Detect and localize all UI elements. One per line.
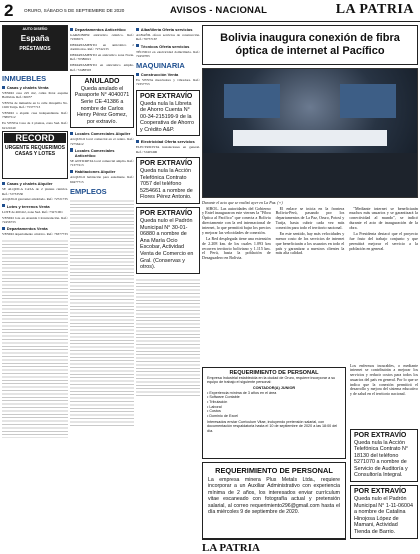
classified-item: ALQUILO habitación para estudiante. Ref.: 60477715 — [70, 175, 134, 184]
head-table-shape — [233, 130, 387, 145]
square-bullet-icon — [2, 204, 5, 207]
floor-shape — [203, 153, 417, 197]
article-paragraph: "Mediante internet se beneficiarán muchos más usuarios y se garantizará la conectividad al mundo", se indicó durante el acto de inauguración de la obra. — [349, 205, 418, 231]
classifieds-column-1 — [2, 25, 68, 509]
job-ad-req: • Laboral — [207, 404, 222, 409]
article-paragraph: El enlace se inicia en la frontera Bolivia-Perú, pasando por los departamentos de La Paz, Oruro, Potosí y Tarija, hasta cubrir cada vez más conexión para todo el territorio nacional. — [275, 205, 345, 231]
classified-item: SE ANTICRETA local comercial amplio. Ref.: 71377213 — [70, 158, 134, 168]
job-ad-body: La empresa minera Plus Metals Ltda., requiere incorporar a un Auxiliar Administrativo con experiencia mínima de 2 años, los interesados enviar currículum vitae escaneado con fotografía actual y pretensión salarial, al correo requerimiento296@gmail.com hasta el día miércoles 9 de septiembre de 2020. — [208, 476, 340, 515]
ad-line: AUTO DISEÑO — [22, 27, 48, 31]
subcategory-label: Departamentos Anticrético — [74, 27, 126, 32]
classified-item: VENTA de inmueble en la calle Oruquilla No. 1026 Tarija. Ref.: 75377713 — [2, 101, 68, 110]
article-body — [202, 207, 418, 364]
square-bullet-icon — [136, 28, 139, 31]
classified-item: LOTE de 460 m2, zona Sud. Ref.: 73271001 — [2, 209, 63, 214]
classified-item: En VENTA Casa de 2 plantas, zona Sud. Ref.: 62121040 — [2, 121, 68, 130]
news-photo — [202, 68, 418, 198]
subcategory-heading — [70, 27, 134, 32]
subcategory-heading — [70, 169, 134, 174]
anulado-notice — [70, 75, 134, 129]
job-ad-req: • Dominio de Excel — [207, 413, 239, 418]
ad-line: PRÉSTAMOS — [19, 46, 51, 52]
article-continuation: Los enfermos incurables, o mediante internet se contribuirán a mejorar los servicios y reducir costos para todos los usuarios del país en general. Por lo que se indica que la conexión permitirá el desarrollo y mejora del sistema educativo y de salud en el territorio nacional. — [350, 362, 418, 397]
notice-title: ANULADO — [84, 77, 120, 85]
classified-item: SE ALQUILA CASA de 2 plantas céntrica. Ref.: 72733530 — [2, 187, 68, 196]
auto-diseno-ad — [2, 25, 68, 71]
headline: Bolivia inaugura conexión de fibra óptica de internet al Pacífico — [202, 25, 418, 65]
square-bullet-icon — [70, 132, 73, 135]
extravio-notice — [136, 90, 200, 137]
screen-shape — [340, 84, 396, 117]
ad-brand: RECORD — [4, 133, 66, 143]
lower-right — [350, 364, 418, 554]
category-heading: INMUEBLES — [2, 74, 47, 83]
article-paragraph: SIBOL. Las autoridades del Gobierno y Entel inauguraron este viernes la "Fibra Óptica al Pacífico" que conecta a Bolivia directamente con la red internacional de internet, lo que permitirá bajar los precios y mejorar las velocidades de conexión. — [202, 205, 271, 236]
subcategory-label: Casas y chalets Venta — [6, 85, 49, 90]
notice-body: Queda nulo el Padrón Municipal N° 1-11-06004 a nombre de Catalina Hinojosa López de Mamani, Actividad Tienda de Barrio. — [354, 496, 413, 536]
extravio-notice — [136, 157, 200, 204]
article-paragraph: En este sentido, hay más velocidades y menor costo de los servicios de internet que beneficiarán a los usuarios en todo el país y garantizar a nuestros clientes la más alta calidad. — [275, 230, 345, 256]
square-bullet-icon — [136, 140, 139, 143]
subcategory-heading — [2, 181, 68, 186]
square-bullet-icon — [136, 44, 139, 47]
classified-item: ALQUILO local comercial en el centro. Ref.: 72756412 — [70, 137, 134, 146]
subcategory-heading — [2, 226, 68, 231]
subcategory-label: Casas y chalets Alquiler — [6, 181, 53, 187]
job-ad-req: • Costos — [207, 409, 221, 414]
classified-item: DEPARTAMENTO en anticrético amplio. Ref.: 72488303 — [70, 63, 134, 72]
extravio-notice — [350, 485, 418, 539]
square-bullet-icon — [70, 28, 73, 31]
photo-caption: Durante el acto que se realizó ayer en La Paz. (+) — [202, 199, 283, 205]
notice-body: Queda nula la Libreta de Ahorro Cuenta N° 00-34-215199-9 de la Cooperativa de Ahorro y Crédito A&P. — [140, 100, 194, 133]
subcategory-label: Lotes y terrenos Venta — [6, 203, 50, 209]
classified-item: ALQUILO garzonier amoblado. Ref.: 72721735 — [2, 197, 68, 202]
ad-brand: España — [20, 34, 50, 43]
job-ad-title: REQUERIMIENTO DE PERSONAL — [229, 369, 319, 376]
job-ad-position: CONTADOR(A) JUNIOR — [252, 385, 296, 390]
notice-title: POR EXTRAVÍO — [140, 209, 193, 217]
subcategory-heading — [136, 44, 200, 49]
page-header — [0, 0, 420, 22]
classifieds-column-3 — [136, 25, 200, 509]
job-ad-req: • Software Contable — [207, 395, 240, 400]
square-bullet-icon — [70, 170, 73, 173]
square-bullet-icon — [2, 182, 5, 185]
notice-body: Queda anulado el Pasaporte N° 4040071 Serie CE-41386 a nombre de Carlos Henry Pérez Gomez, por extravío. — [74, 85, 130, 125]
news-column — [202, 25, 418, 554]
notice-title: POR EXTRAVÍO — [140, 159, 193, 167]
notice-body: Queda nula la Acción Telefónica Contrato 7057 del teléfono 5254661 a nombre de Flores Pérez Antonio. — [140, 167, 193, 201]
classified-item: ALBAÑIL ofrece servicios de construcción. Ref.: 76757167 — [136, 33, 200, 42]
job-ad-accountant — [202, 367, 346, 459]
subcategory-heading — [2, 204, 68, 209]
subcategory-label: Construcción Venta — [140, 72, 179, 77]
subcategory-heading — [136, 139, 200, 144]
notice-body: Queda nula la Acción Telefónica Contrato N° 18130 del teléfono 5271070 a nombre de Servicio de Auditoría y Consultoría Integral. — [354, 439, 408, 479]
subcategory-label: Departamentos Venta — [6, 226, 48, 232]
extravio-notice — [350, 429, 418, 483]
classified-item: DEPARTAMENTO en anticrético 2 dormitorios. Ref.: 72742133 — [70, 43, 134, 52]
classifieds-column-2 — [70, 25, 134, 509]
subcategory-heading — [136, 72, 200, 77]
fine-print-text — [136, 277, 200, 397]
square-bullet-icon — [70, 148, 73, 151]
square-bullet-icon — [2, 227, 5, 230]
footer-logo: LA PATRIA — [202, 539, 346, 554]
notice-title: POR EXTRAVÍO — [354, 431, 407, 439]
article-paragraph: La Presidenta destacó que el proyecto fue fruto del trabajo conjunto y que permitirá mejorar el servicio a la población en general. — [349, 230, 418, 251]
job-ad-intro: Empresa Industrial establecida en la ciudad de Oruro, requiere incorporar a su equipo de trabajo el siguiente personal: — [207, 375, 336, 385]
subcategory-heading — [70, 148, 134, 158]
section-title: AVISOS - NACIONAL — [170, 5, 268, 16]
category-heading: EMPLEOS — [70, 186, 107, 196]
subcategory-label: Habitaciones Alquiler — [74, 169, 116, 175]
record-ad — [2, 131, 68, 179]
subcategory-label: Técnicos Oferta servicios — [140, 43, 190, 49]
notice-body: Queda nulo el Padrón Municipal N° 30-01-06880 a nombre de Ana María Ocio Escobar, Actividad Venta de Comercio en Gral. (Conservas y otros). — [140, 217, 194, 271]
classified-item: ELECTRICISTA instalaciones en general. Ref.: 72405496 — [136, 145, 200, 154]
screen-shape — [224, 84, 280, 117]
subcategory-heading — [136, 27, 200, 32]
page-number: 2 — [4, 1, 14, 20]
classified-item: En VENTA mezcladora y vibradora. Ref.: 72357753 — [136, 78, 200, 87]
category-heading: MAQUINARIA — [136, 61, 185, 70]
lower-section — [202, 364, 418, 554]
fine-print-text — [70, 198, 134, 428]
square-bullet-icon — [136, 73, 139, 76]
newspaper-logo: LA PATRIA — [335, 2, 414, 17]
subcategory-heading — [70, 131, 134, 136]
job-ad-mining — [202, 462, 346, 539]
fine-print-text — [2, 238, 68, 438]
classified-item: DEPARTAMENTO en anticrético zona Norte. Ref.: 70386021 — [70, 53, 134, 62]
subcategory-label: Locales Comerciales Alquiler — [74, 131, 131, 137]
job-ad-title: REQUERIMIENTO DE PERSONAL — [215, 465, 333, 475]
ad-line: URGENTE REQUERIMOS CASAS Y LOTES — [4, 145, 65, 158]
notice-title: POR EXTRAVÍO — [140, 92, 193, 100]
classified-item: VENDO departamento céntrico. Ref.: 76377733 — [2, 232, 68, 237]
subcategory-label: Electricidad Oferta servicios — [140, 139, 195, 145]
article-paragraph: La Red desplegada tiene una extensión de 2.208 km. de los cuales 1.093 km recorren territorio boliviano y 1.115 km. el Perú, hasta la población de Desaguadero en Bolivia. — [202, 235, 271, 261]
classified-item: VENDO o alquilo casa independiente. Ref.: 73897512 — [2, 111, 68, 120]
notice-title: POR EXTRAVÍO — [354, 488, 407, 496]
job-ad-req: • Tributación — [207, 400, 228, 404]
extravio-notice — [136, 207, 200, 274]
square-bullet-icon — [2, 86, 5, 89]
subcategory-heading — [2, 85, 68, 90]
classified-item: VENDO casa 225 m2, calles Petot esquina Ballivián. Ref.: 6005* — [2, 91, 68, 100]
classified-item: GARZONIER anticrético céntrico. Ref.: 72366571 — [70, 33, 134, 42]
page-date: ORURO, SÁBADO 5 DE SEPTIEMBRE DE 2020 — [24, 8, 125, 13]
job-ad-req: • Experiencia mínima de 3 años en el área — [207, 390, 277, 395]
subcategory-label: Locales Comerciales Anticrético — [74, 147, 115, 158]
classified-item: VENDO lote en Avenida Circunvalación. Ref.: 72456733 — [2, 215, 68, 224]
classified-item: TÉCNICO en electricidad domiciliaria. Ref.: 72450783 — [136, 49, 200, 58]
lower-left — [202, 364, 346, 554]
job-ad-footer: Interesados enviar Curriculum Vitae, incluyendo pretensión salarial, con documentación respaldatoria hasta el 10 de septiembre de 2020 a las 18:00 del día. — [207, 419, 338, 433]
subcategory-label: Albañilería Oferta servicios — [140, 27, 193, 32]
